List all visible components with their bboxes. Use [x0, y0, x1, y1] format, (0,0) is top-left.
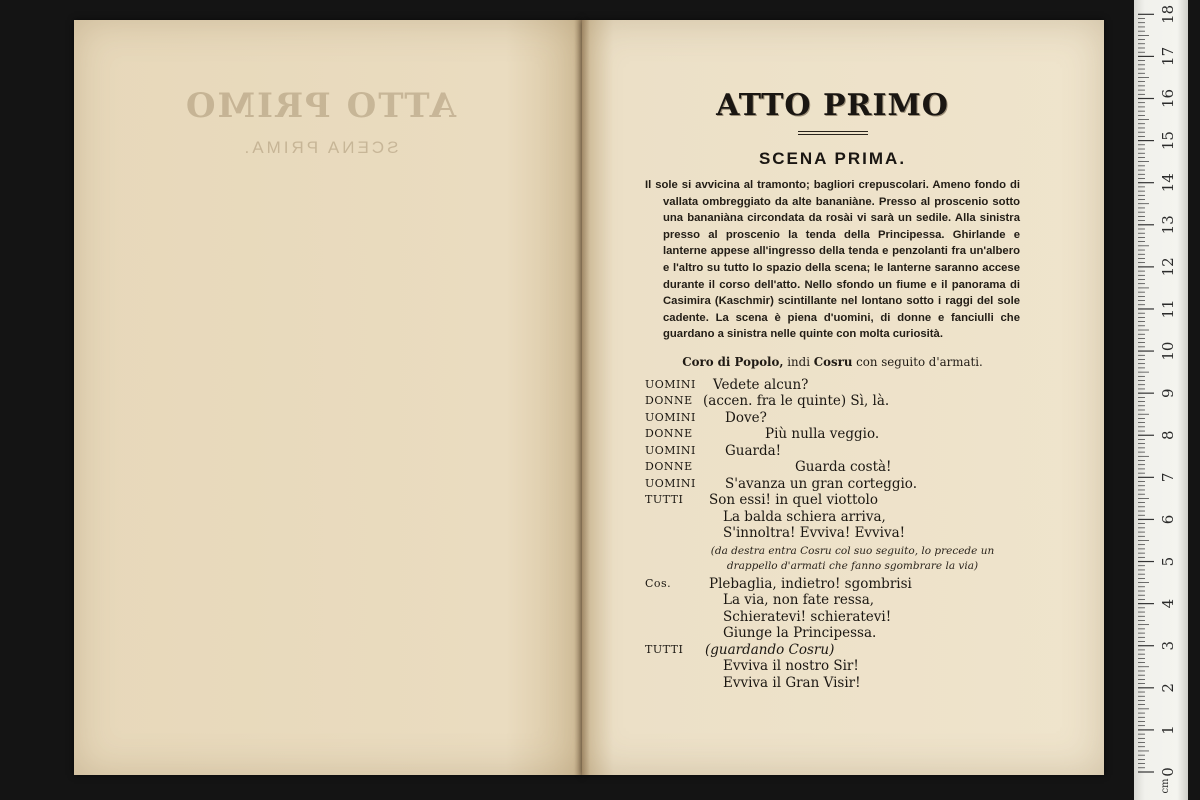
- ruler-label: 6: [1159, 514, 1177, 525]
- verse: S'innoltra! Evviva! Evviva!: [723, 525, 906, 542]
- chorus-rest: con seguito d'armati.: [852, 354, 983, 369]
- measuring-ruler: [1134, 0, 1188, 800]
- dialogue-block-1: [645, 377, 1020, 542]
- verse: (accen. fra le quinte) Sì, là.: [703, 393, 890, 410]
- speaker: TUTTI: [645, 642, 684, 656]
- dialogue-row: [645, 492, 1020, 509]
- ruler-label: 18: [1159, 4, 1177, 24]
- speaker: DONNE: [645, 394, 693, 408]
- dialogue-row: [645, 625, 1020, 642]
- dialogue-row: [645, 609, 1020, 626]
- ruler-label: 7: [1159, 472, 1177, 483]
- dialogue-row: [645, 459, 1020, 476]
- verse: La balda schiera arriva,: [723, 508, 886, 525]
- bleed-through-subtitle: SCENA PRIMA.: [241, 138, 399, 157]
- dialogue-row: [645, 476, 1020, 493]
- verse: Guarda costà!: [795, 459, 892, 476]
- scene-description: Il sole si avvicina al tramonto; bagliori crepuscolari. Ameno fondo di vallata ombreggiato da alte bananiàne. Presso al proscenio sotto una bananiàna circondata da rosài vi sarà un sedile. Alla sinistra presso al proscenio la tenda della Principessa. Ghirlande e lanterne appese all'ingresso della tenda e penzolanti fra un'albero e l'altro su tutto lo spazio della scena; le lanterne saranno accese durante il corso dell'atto. Nello sfondo un fiume e il panorama di Casimira (Kaschmir) scintillante nel lontano sotto i raggi del sole cadente. La scena è piena d'uomini, di donne e fanciulli che guardano a sinistra nelle quinte con molta curiosità.: [645, 179, 1020, 341]
- ruler-label: 14: [1159, 173, 1177, 193]
- verse: (guardando Cosru): [705, 641, 835, 658]
- dialogue-row: [645, 642, 1020, 659]
- verse: Guarda!: [725, 442, 782, 459]
- verse: S'avanza un gran corteggio.: [725, 475, 917, 492]
- speaker: [645, 509, 703, 526]
- speaker: UOMINI: [645, 410, 696, 424]
- verse: Più nulla veggio.: [765, 426, 880, 443]
- chorus-coro: Coro di Popolo,: [682, 354, 784, 369]
- bleed-through-title: ATTO PRIMO: [183, 86, 457, 126]
- speaker: UOMINI: [645, 443, 696, 457]
- dialogue-row: [645, 675, 1020, 692]
- chorus-cosru: Cosru: [813, 354, 853, 369]
- dialogue-row: [645, 592, 1020, 609]
- book-gutter: [574, 20, 590, 775]
- dialogue-row: [645, 525, 1020, 542]
- ruler-label: 17: [1159, 46, 1177, 66]
- speaker: DONNE: [645, 427, 693, 441]
- stage-direction: (da destra entra Cosru col suo seguito, lo precede un drappello d'armati che fanno sgombrare la via): [710, 544, 995, 572]
- ruler-label: 13: [1159, 215, 1177, 235]
- verse: Plebaglia, indietro! sgombrisi: [709, 575, 912, 592]
- verse: Son essi! in quel viottolo: [709, 492, 878, 509]
- ruler-label: 1: [1159, 725, 1177, 735]
- libretto-text: [645, 88, 1020, 691]
- ruler-label: 3: [1159, 640, 1177, 651]
- speaker: [645, 609, 703, 626]
- dialogue-block-2: [645, 576, 1020, 692]
- speaker: [645, 525, 703, 542]
- speaker: [645, 592, 703, 609]
- bleed-through-text: [140, 86, 500, 170]
- speaker: Cos.: [645, 576, 672, 590]
- ruler-label: 0: [1159, 767, 1177, 777]
- speaker: TUTTI: [645, 493, 684, 507]
- speaker: [645, 625, 703, 642]
- ruler-label: 10: [1159, 341, 1177, 361]
- verse: Giunge la Principessa.: [723, 625, 877, 642]
- speaker: [645, 675, 703, 692]
- verse: Evviva il Gran Visir!: [723, 674, 861, 691]
- ruler-scale: [1134, 0, 1188, 800]
- dialogue-row: [645, 443, 1020, 460]
- scene-title: SCENA PRIMA.: [758, 149, 907, 168]
- ruler-label: 2: [1159, 683, 1177, 693]
- act-title: ATTO PRIMO: [716, 88, 949, 123]
- ruler-label: 8: [1159, 430, 1177, 441]
- dialogue-row: [645, 393, 1020, 410]
- verse: Vedete alcun?: [713, 376, 809, 393]
- chorus-heading: [645, 355, 1020, 369]
- speaker: UOMINI: [645, 377, 696, 391]
- dialogue-row: [645, 658, 1020, 675]
- ruler-label: 15: [1159, 131, 1177, 151]
- ruler-label: 16: [1159, 88, 1177, 109]
- ruler-label: 11: [1159, 299, 1177, 319]
- verse: Schieratevi! schieratevi!: [723, 608, 892, 625]
- chorus-indi: indi: [783, 354, 814, 369]
- ruler-label: 5: [1159, 556, 1177, 567]
- verse: Dove?: [725, 409, 767, 426]
- speaker: [645, 658, 703, 675]
- verse: La via, non fate ressa,: [723, 592, 875, 609]
- dialogue-row: [645, 509, 1020, 526]
- ruler-unit: cm: [1160, 778, 1171, 794]
- ruler-label: 4: [1159, 598, 1177, 609]
- ruler-label: 12: [1159, 257, 1177, 277]
- dialogue-row: [645, 377, 1020, 394]
- verse: Evviva il nostro Sir!: [723, 658, 859, 675]
- title-rule: [798, 131, 868, 135]
- ruler-label: 9: [1159, 388, 1177, 398]
- speaker: UOMINI: [645, 476, 696, 490]
- dialogue-row: [645, 426, 1020, 443]
- speaker: DONNE: [645, 460, 693, 474]
- dialogue-row: [645, 410, 1020, 427]
- dialogue-row: [645, 576, 1020, 593]
